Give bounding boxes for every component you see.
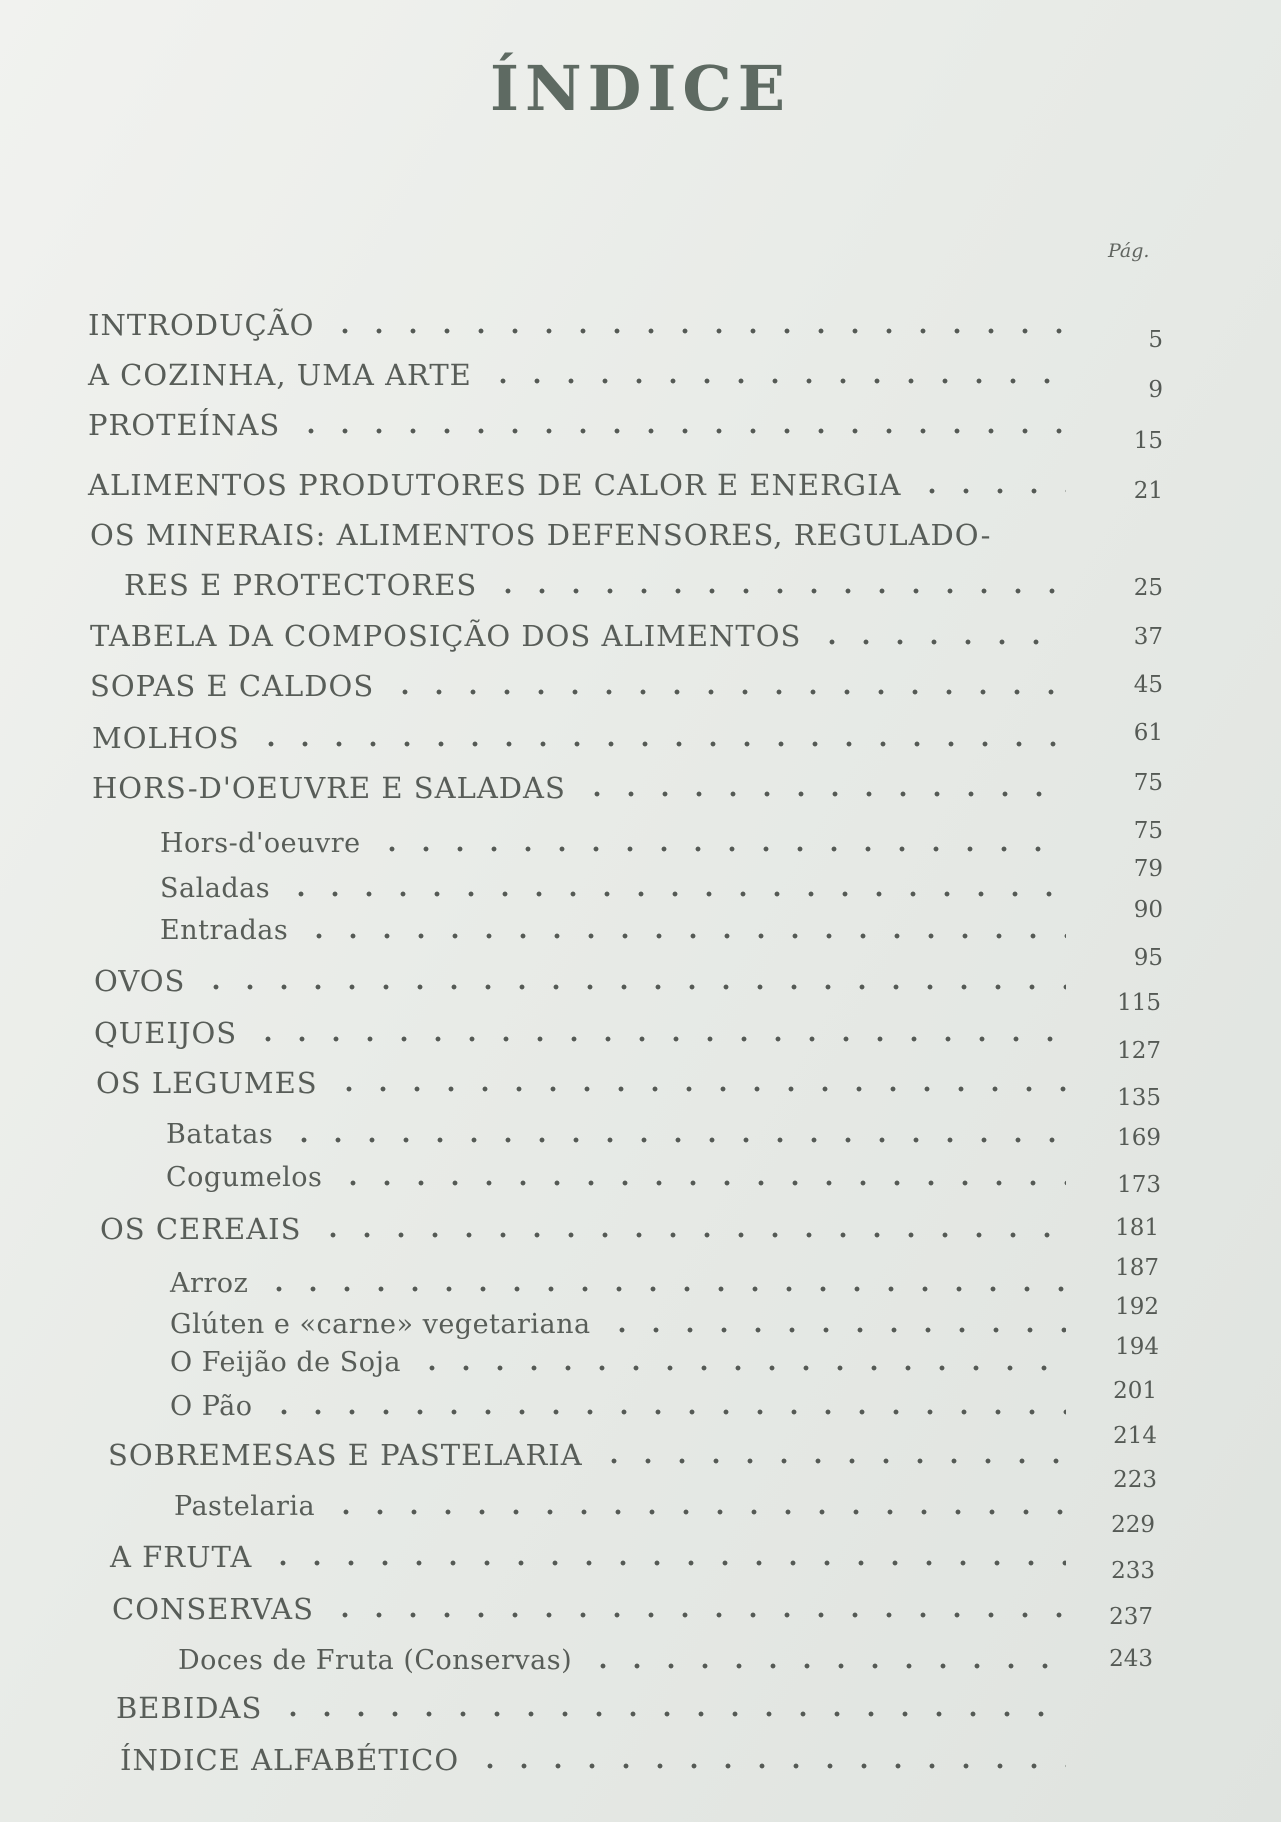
dot-leader: [332, 1085, 1066, 1093]
page-number: 5: [1148, 327, 1163, 353]
dot-leader: [262, 1285, 1066, 1293]
dot-leader: [586, 1662, 1066, 1670]
toc-entry-label: TABELA DA COMPOSIÇÃO DOS ALIMENTOS: [90, 619, 802, 653]
dot-leader: [336, 1179, 1066, 1187]
page-number: 243: [1109, 1646, 1153, 1672]
page-number: 169: [1117, 1125, 1161, 1151]
page-number: 61: [1133, 720, 1163, 746]
page-number: 173: [1117, 1172, 1161, 1198]
toc-entry: [88, 465, 1078, 505]
dot-leader: [302, 932, 1066, 940]
page-number: 95: [1133, 945, 1163, 971]
dot-leader: [276, 1710, 1066, 1718]
toc-entry: [92, 768, 1078, 808]
toc-subentry: [174, 1486, 1078, 1526]
dot-leader: [266, 1559, 1066, 1567]
page-column-label: Pág.: [1108, 240, 1150, 262]
page-number: 187: [1115, 1255, 1159, 1281]
toc-entry-label: HORS-D'OEUVRE E SALADAS: [92, 771, 566, 805]
toc-entry-label: Entradas: [160, 914, 289, 946]
toc-entry: [90, 666, 1078, 706]
toc-entry: [116, 1688, 1078, 1728]
dot-leader: [328, 327, 1066, 335]
dot-leader: [251, 1035, 1066, 1043]
toc-entry-label: ÍNDICE ALFABÉTICO: [120, 1743, 460, 1777]
page-number: 79: [1133, 856, 1163, 882]
page-number: 181: [1115, 1215, 1159, 1241]
dot-leader: [491, 587, 1066, 595]
toc-entry-label: Cogumelos: [166, 1161, 323, 1193]
toc-subentry: [170, 1342, 1078, 1382]
page-number: 15: [1133, 428, 1163, 454]
dot-leader: [329, 1508, 1066, 1516]
toc-entry-label: SOPAS E CALDOS: [90, 669, 375, 703]
toc-entry: [108, 1435, 1078, 1475]
toc-entry: [90, 515, 1080, 555]
toc-subentry: [170, 1263, 1078, 1303]
page-number: 21: [1133, 478, 1163, 504]
dot-leader: [254, 740, 1066, 748]
toc-entry: [94, 961, 1078, 1001]
dot-leader: [815, 638, 1066, 646]
dot-leader: [597, 1457, 1066, 1465]
page-number: 127: [1117, 1038, 1161, 1064]
toc-entry-label: RES E PROTECTORES: [124, 568, 478, 602]
page-number: 201: [1113, 1378, 1157, 1404]
toc-entry-label: OVOS: [94, 964, 186, 998]
toc-entry: [90, 616, 1078, 656]
toc-entry-label: Pastelaria: [174, 1490, 316, 1522]
toc-subentry: [166, 1157, 1078, 1197]
dot-leader: [287, 1136, 1066, 1144]
dot-leader: [316, 1231, 1067, 1239]
toc-subentry: [160, 910, 1078, 950]
toc-entry-label: PROTEÍNAS: [88, 408, 281, 442]
page-number: 37: [1133, 624, 1163, 650]
toc-entry: [110, 1537, 1078, 1577]
toc-entry-label: Arroz: [170, 1267, 249, 1299]
page-number: 223: [1113, 1467, 1157, 1493]
dot-leader: [473, 1762, 1066, 1770]
toc-entry: [100, 1209, 1078, 1249]
toc-subentry: [170, 1304, 1078, 1344]
toc-entry: [88, 355, 1078, 395]
page-number: 45: [1133, 672, 1163, 698]
page-number: 214: [1113, 1423, 1157, 1449]
toc-entry-label: INTRODUÇÃO: [88, 308, 315, 342]
dot-leader: [388, 688, 1066, 696]
toc-subentry: [160, 868, 1078, 908]
toc-entry-label: MOLHOS: [92, 721, 240, 755]
dot-leader: [328, 1611, 1066, 1619]
page-number: 25: [1133, 575, 1163, 601]
dot-leader: [284, 890, 1066, 898]
toc-entry-label: O Pão: [170, 1390, 253, 1422]
toc-entry-label: OS LEGUMES: [96, 1066, 318, 1100]
page-number: 90: [1133, 897, 1163, 923]
dot-leader: [267, 1408, 1066, 1416]
toc-entry-label: OS MINERAIS: ALIMENTOS DEFENSORES, REGULADO-: [90, 518, 992, 552]
dot-leader: [294, 427, 1066, 435]
toc-entry-label: A COZINHA, UMA ARTE: [88, 358, 472, 392]
dot-leader: [415, 1364, 1066, 1372]
toc-entry-label: OS CEREAIS: [100, 1212, 302, 1246]
page-number: 135: [1117, 1085, 1161, 1111]
toc-entry-label: Saladas: [160, 872, 271, 904]
toc-entry: [94, 1013, 1078, 1053]
page-number: 75: [1133, 770, 1163, 796]
toc-entry-label: A FRUTA: [110, 1540, 253, 1574]
toc-entry: [88, 405, 1078, 445]
toc-entry: [112, 1589, 1078, 1629]
toc-entry-label: BEBIDAS: [116, 1691, 263, 1725]
dot-leader: [915, 487, 1066, 495]
dot-leader: [375, 845, 1066, 853]
toc-entry-label: Batatas: [166, 1118, 274, 1150]
toc-entry: [96, 1063, 1078, 1103]
dot-leader: [199, 983, 1066, 991]
page-number: 192: [1115, 1294, 1159, 1320]
toc-subentry: [166, 1114, 1078, 1154]
toc-entry-label: Hors-d'oeuvre: [160, 827, 361, 859]
toc-entry: [92, 718, 1078, 758]
toc-entry-label: O Feijão de Soja: [170, 1346, 401, 1378]
toc-entry: [88, 305, 1078, 345]
page-number: 233: [1111, 1558, 1155, 1584]
toc-subentry: [170, 1386, 1078, 1426]
toc-entry-label: QUEIJOS: [94, 1016, 238, 1050]
page-number: 229: [1111, 1512, 1155, 1538]
toc-entry-label: Doces de Fruta (Conservas): [178, 1644, 573, 1676]
page-title: ÍNDICE: [489, 52, 792, 125]
dot-leader: [486, 377, 1066, 385]
toc-entry-label: Glúten e «carne» vegetariana: [170, 1308, 591, 1340]
toc-subentry: [160, 823, 1078, 863]
page-number: 237: [1109, 1604, 1153, 1630]
toc-subentry: [178, 1640, 1078, 1680]
page-number: 115: [1117, 990, 1161, 1016]
dot-leader: [605, 1326, 1066, 1334]
toc-entry: [120, 1740, 1078, 1780]
toc-entry-label: SOBREMESAS E PASTELARIA: [108, 1438, 583, 1472]
page-number: 194: [1115, 1334, 1159, 1360]
toc-entry-label: CONSERVAS: [112, 1592, 314, 1626]
page-number: 9: [1148, 377, 1163, 403]
toc-entry-label: ALIMENTOS PRODUTORES DE CALOR E ENERGIA: [88, 468, 902, 502]
dot-leader: [580, 790, 1066, 798]
toc-entry: [124, 565, 1078, 605]
page-number: 75: [1133, 818, 1163, 844]
